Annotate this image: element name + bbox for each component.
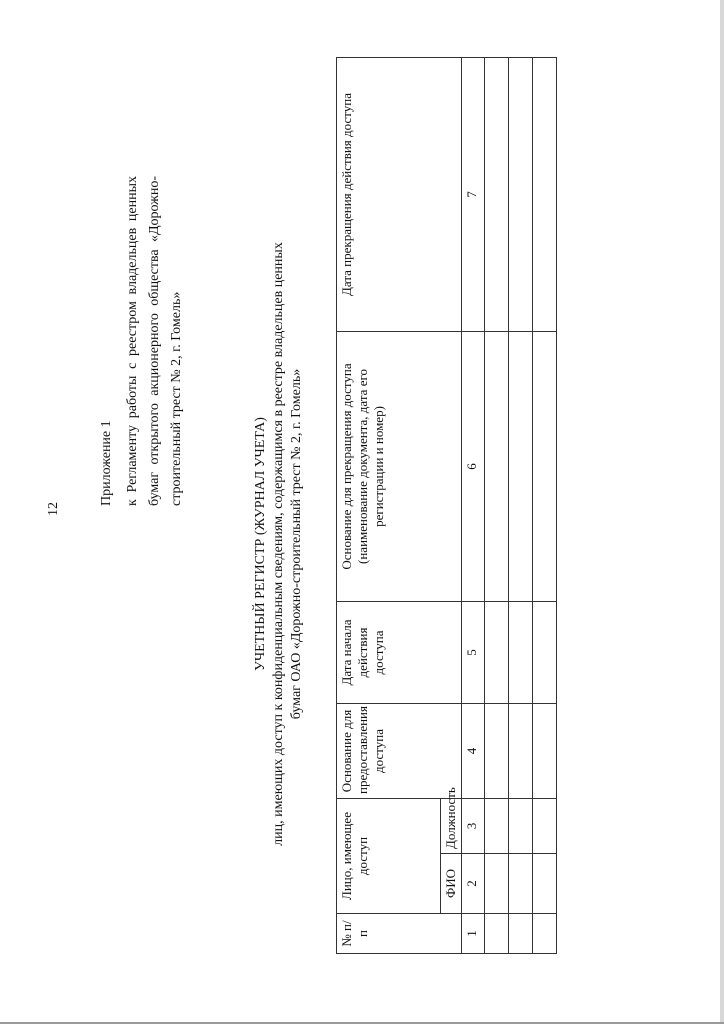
page-number: 12	[46, 502, 61, 516]
register-heading	[252, 194, 306, 894]
register-title: УЧЕТНЫЙ РЕГИСТР (ЖУРНАЛ УЧЕТА)	[253, 417, 268, 671]
column-number: 6	[462, 332, 485, 602]
column-number: 1	[462, 914, 485, 954]
scan-edge-right	[720, 0, 724, 1024]
header-basis-grant: Основание для предоставления доступа	[337, 704, 462, 799]
column-number: 3	[462, 799, 485, 854]
header-start-date: Дата начала действия доступа	[337, 602, 462, 704]
column-number: 2	[462, 854, 485, 914]
appendix-title: Приложение 1	[99, 420, 114, 506]
appendix-text: к Регламенту работы с реестром владельцев ценных бумаг открытого акционерного общества «Дорожно-строительный трест № 2, г. Гомель»	[125, 176, 184, 506]
column-number: 5	[462, 602, 485, 704]
column-number: 7	[462, 58, 485, 332]
register-subtitle-line1: лиц, имеющих доступ к конфиденциальным сведениям, содержащимся в реестре владельцев ценных	[271, 242, 286, 846]
header-end-date: Дата прекращения действия доступа	[337, 58, 462, 332]
header-basis-end: Основание для прекращения доступа (наименование документа, дата его регистрации и номер)	[337, 332, 462, 602]
header-row	[337, 58, 441, 954]
column-number-row	[462, 58, 485, 954]
table-row	[485, 58, 509, 954]
table-row	[533, 58, 557, 954]
register-table	[336, 57, 557, 954]
register-subtitle-line2: бумаг ОАО «Дорожно-строительный трест № 2, г. Гомель»	[289, 368, 304, 720]
appendix-block	[96, 176, 188, 506]
table-row	[509, 58, 533, 954]
header-fio: ФИО	[441, 854, 462, 914]
header-person: Лицо, имеющее доступ	[337, 799, 441, 914]
column-number: 4	[462, 704, 485, 799]
header-position: Должность	[441, 799, 462, 854]
header-num: № п/п	[337, 914, 462, 954]
